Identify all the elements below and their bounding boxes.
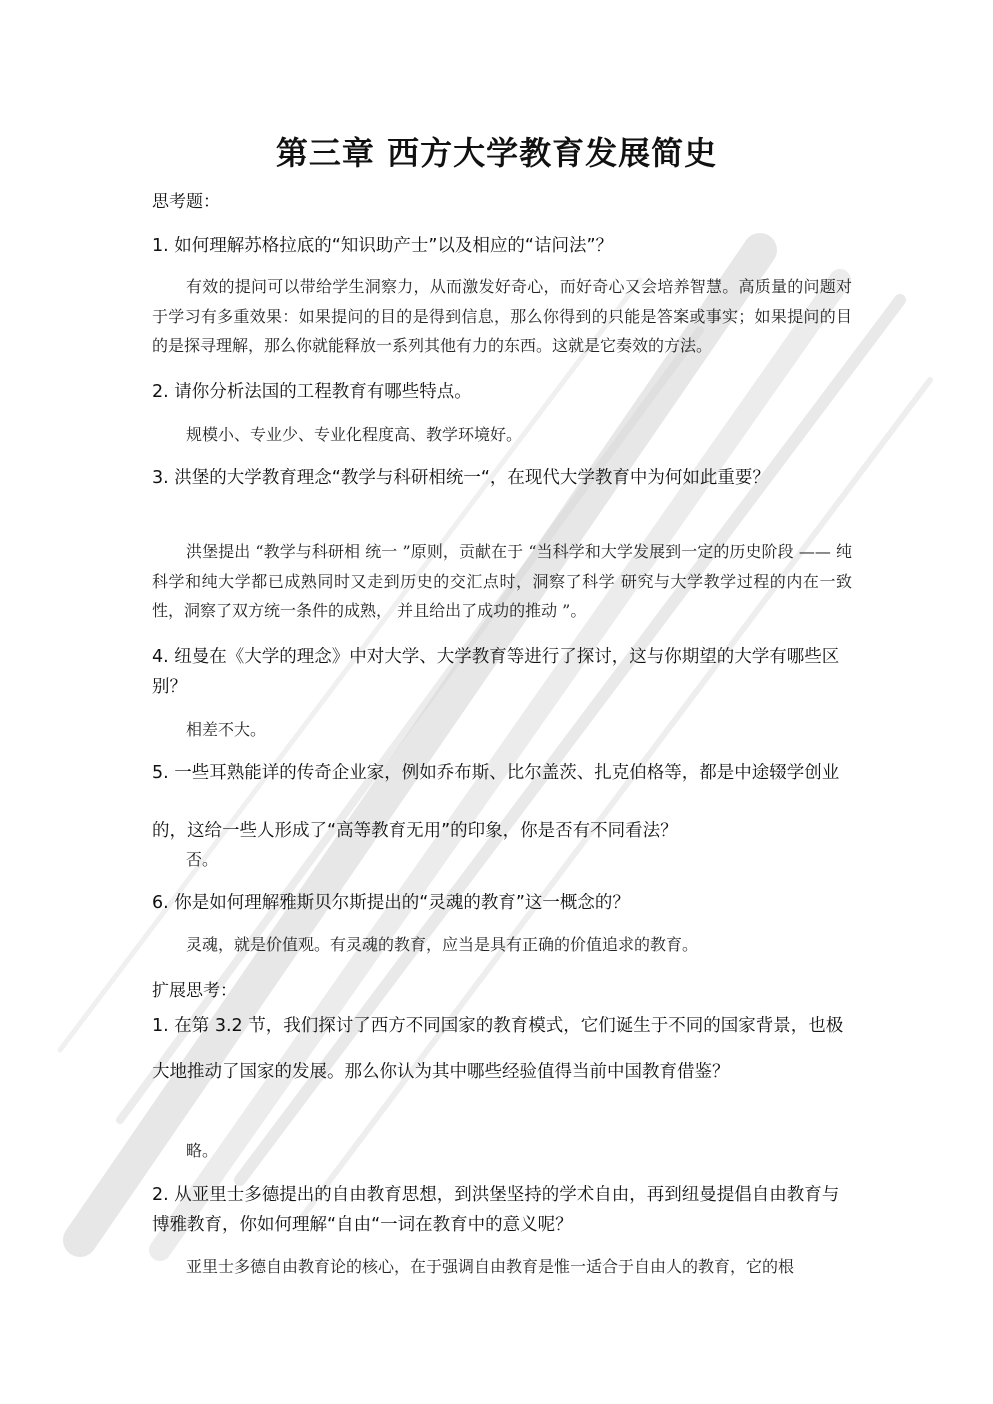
extended-answer-2: 亚里士多德自由教育论的核心，在于强调自由教育是惟一适合于自由人的教育，它的根 — [186, 1257, 795, 1276]
extended-question-2: 2. 从亚里士多德提出的自由教育思想，到洪堡坚持的学术自由，再到纽曼提倡自由教育与博雅教育，你如何理解“自由“一词在教育中的意义呢？ — [152, 1185, 840, 1235]
question-4: 4. 纽曼在《大学的理念》中对大学、大学教育等进行了探讨，这与你期望的大学有哪些区别？ — [152, 647, 840, 697]
question-5: 5. 一些耳熟能详的传奇企业家，例如乔布斯、比尔盖茨、扎克伯格等，都是中途辍学创业的，这给一些人形成了“高等教育无用”的印象，你是否有不同看法？ — [152, 763, 840, 841]
question-1: 1. 如何理解苏格拉底的“知识助产士”以及相应的“诘问法”？ — [152, 236, 614, 256]
answer-6: 灵魂，就是价值观。有灵魂的教育，应当是具有正确的价值追求的教育。 — [186, 935, 699, 954]
question-2: 2. 请你分析法国的工程教育有哪些特点。 — [152, 382, 472, 402]
answer-5: 否。 — [186, 850, 219, 869]
answer-3: 洪堡提出 “教学与科研相 统一 ”原则，贡献在于 “当科学和大学发展到一定的历史阶段 —— 纯科学和纯大学都已成熟同时又走到历史的交汇点时，洞察了科学 研究与大学教学过程的内在一致性，洞察了双方统一条件的成熟， 并且给出了成功的推动 ”。 — [152, 542, 852, 620]
extended-answer-1: 略。 — [186, 1141, 219, 1160]
question-6: 6. 你是如何理解雅斯贝尔斯提出的“灵魂的教育”这一概念的？ — [152, 893, 630, 913]
section-label-extend: 扩展思考： — [152, 981, 237, 1001]
section-label-think: 思考题： — [152, 192, 220, 212]
answer-4: 相差不大。 — [186, 720, 267, 739]
extended-question-1: 1. 在第 3.2 节，我们探讨了西方不同国家的教育模式，它们诞生于不同的国家背景，也极大地推动了国家的发展。那么你认为其中哪些经验值得当前中国教育借鉴？ — [152, 1016, 844, 1082]
question-3: 3. 洪堡的大学教育理念“教学与科研相统一“，在现代大学教育中为何如此重要？ — [152, 468, 770, 488]
page-title: 第三章 西方大学教育发展简史 — [275, 134, 718, 172]
answer-1: 有效的提问可以带给学生洞察力，从而激发好奇心，而好奇心又会培养智慧。高质量的问题对于学习有多重效果：如果提问的目的是得到信息，那么你得到的只能是答案或事实；如果提问的目的是探寻理解，那么你就能释放一系列其他有力的东西。这就是它奏效的方法。 — [152, 277, 852, 355]
answer-2: 规模小、专业少、专业化程度高、教学环境好。 — [186, 425, 523, 444]
